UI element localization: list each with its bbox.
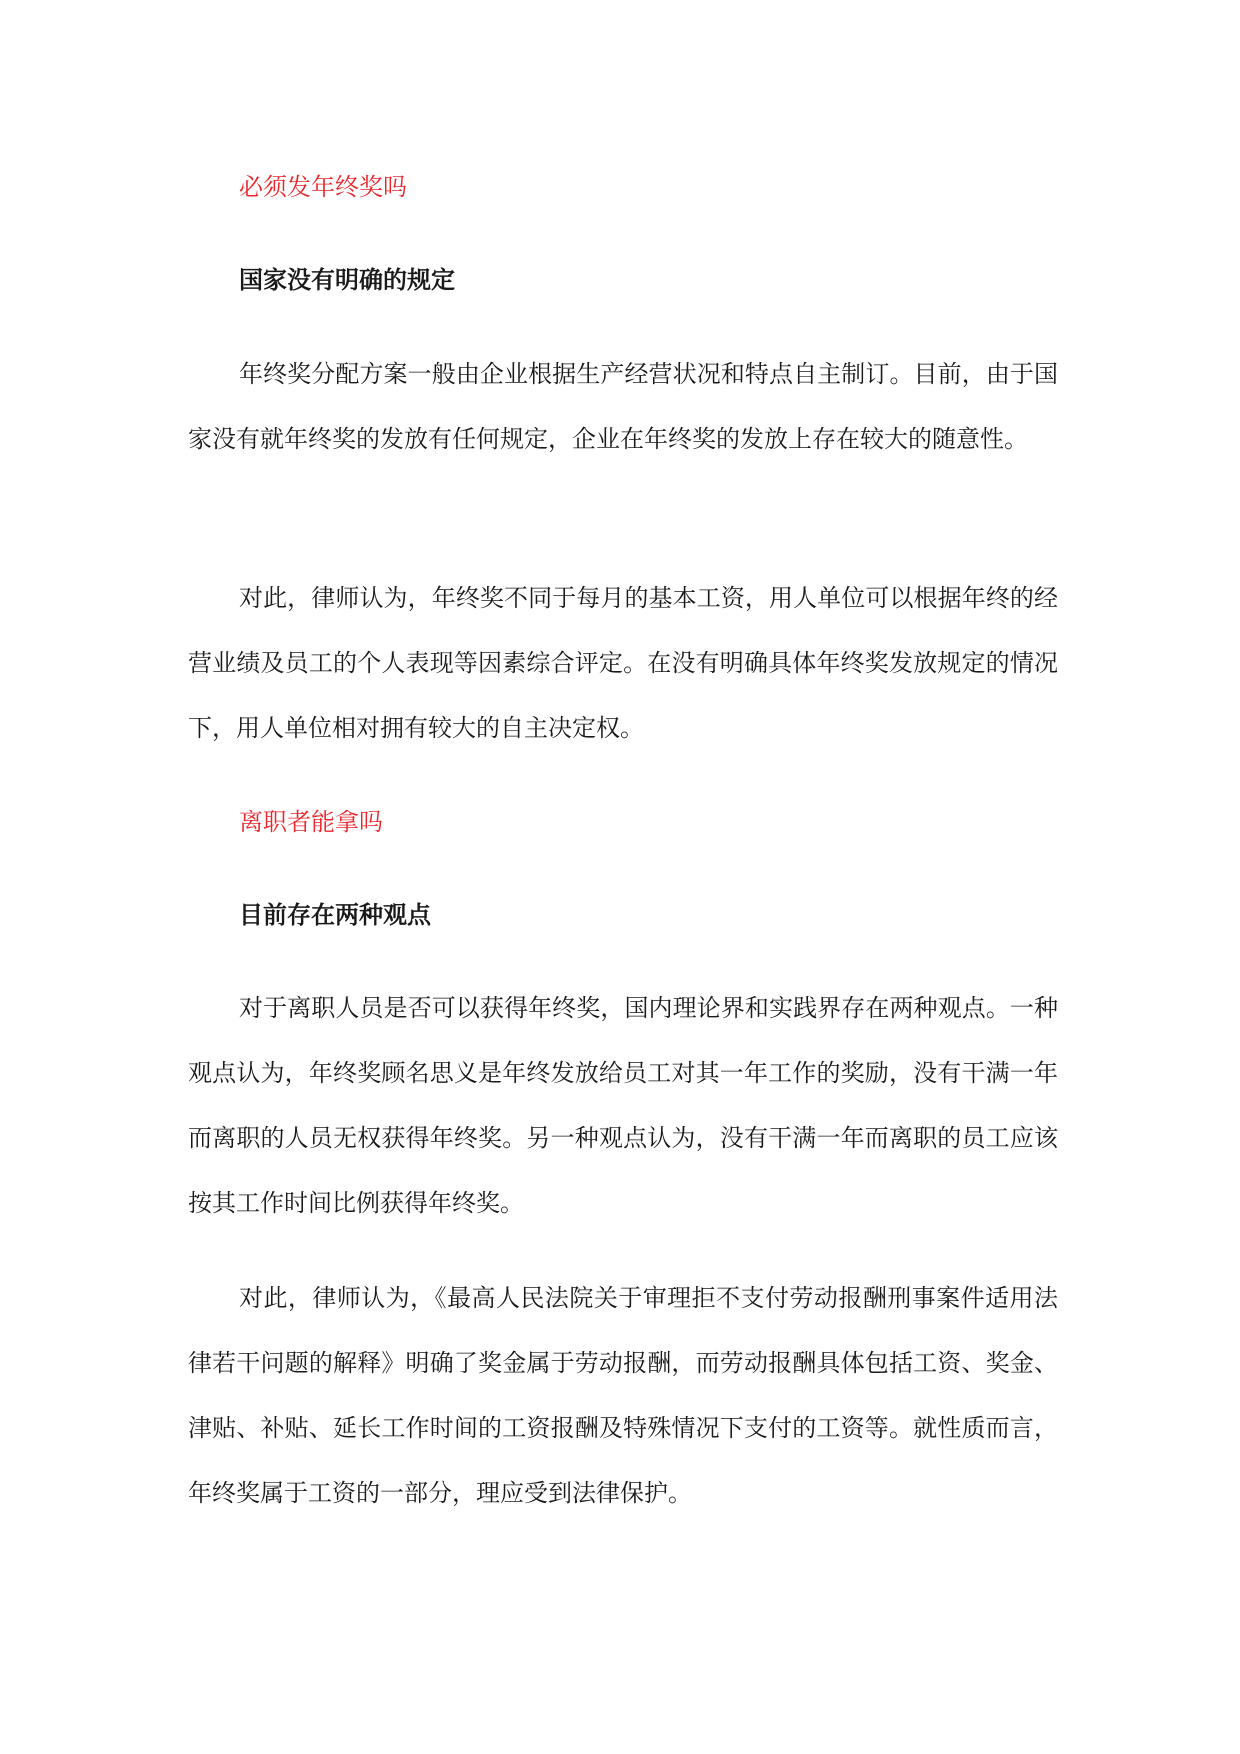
section-subheading-two-views: 目前存在两种观点 (239, 901, 431, 929)
paragraph-lawyer-opinion-1: 对此，律师认为，年终奖不同于每月的基本工资，用人单位可以根据年终的经营业绩及员工的个人表现等因素综合评定。在没有明确具体年终奖发放规定的情况下，用人单位相对拥有较大的自主决定权。 (188, 584, 1058, 742)
section-heading-resigned-employees: 离职者能拿吗 (239, 808, 383, 836)
paragraph-lawyer-opinion-2: 对此，律师认为，《最高人民法院关于审理拒不支付劳动报酬刑事案件适用法律若干问题的解释》明确了奖金属于劳动报酬，而劳动报酬具体包括工资、奖金、津贴、补贴、延长工作时间的工资报酬及特殊情况下支付的工资等。就性质而言，年终奖属于工资的一部分，理应受到法律保护。 (188, 1284, 1058, 1507)
section-subheading-no-regulation: 国家没有明确的规定 (239, 266, 455, 294)
paragraph-two-views: 对于离职人员是否可以获得年终奖，国内理论界和实践界存在两种观点。一种观点认为，年终奖顾名思义是年终发放给员工对其一年工作的奖励，没有干满一年而离职的人员无权获得年终奖。另一种观点认为，没有干满一年而离职的员工应该按其工作时间比例获得年终奖。 (188, 994, 1058, 1217)
paragraph-bonus-distribution: 年终奖分配方案一般由企业根据生产经营状况和特点自主制订。目前，由于国家没有就年终奖的发放有任何规定，企业在年终奖的发放上存在较大的随意性。 (188, 360, 1058, 453)
section-heading-mandatory-bonus: 必须发年终奖吗 (239, 173, 407, 201)
